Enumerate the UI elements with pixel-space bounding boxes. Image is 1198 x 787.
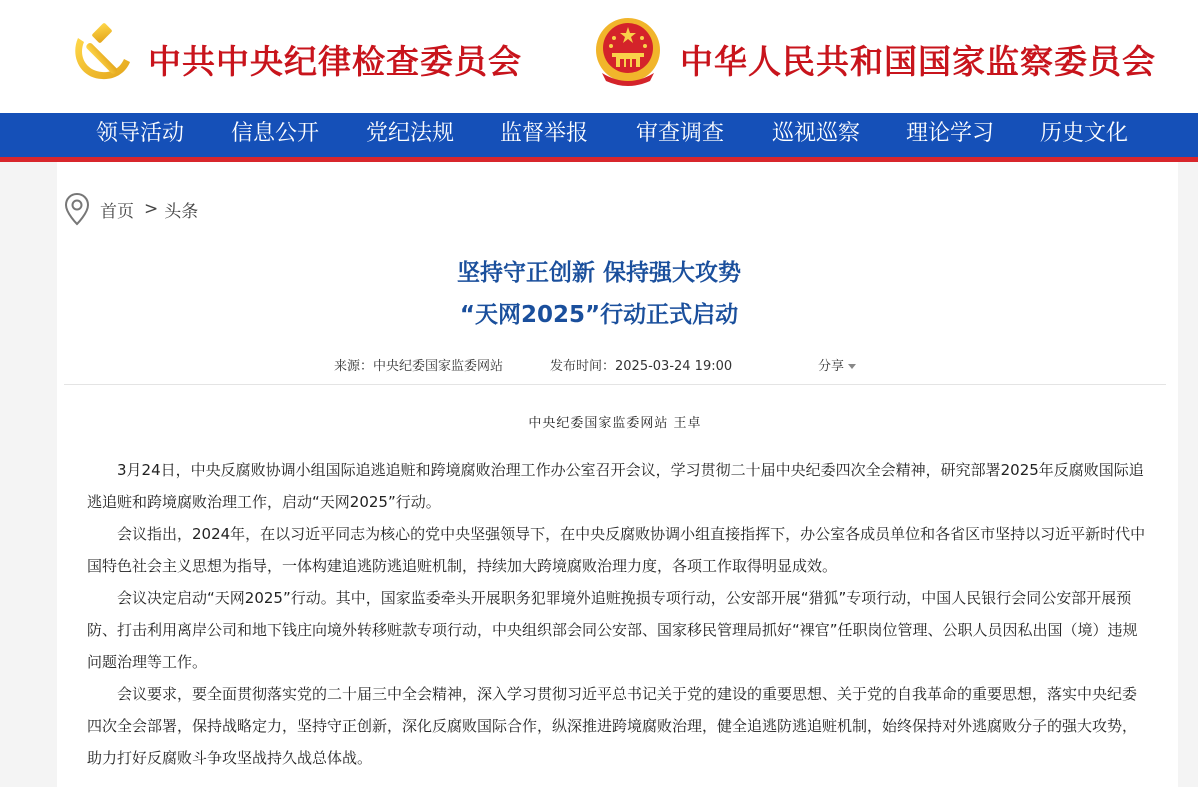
- party-emblem-icon: [66, 16, 136, 86]
- nav-item-investigation[interactable]: 审查调查: [636, 121, 725, 146]
- nav-item-history[interactable]: 历史文化: [1040, 121, 1129, 146]
- article-title-line2: “天网2025”行动正式启动: [459, 302, 739, 328]
- article-publish-time: 发布时间：2025-03-24 19:00: [550, 359, 733, 374]
- article-paragraph: 3月24日，中央反腐败协调小组国际追逃追赃和跨境腐败治理工作办公室召开会议，学习贯彻二十届中央纪委四次全会精神，研究部署2025年反腐败国际追逃追赃和跨境腐败治理工作，启动“天网2025”行动。: [87, 461, 1144, 511]
- article-source: 来源：中央纪委国家监委网站: [334, 359, 504, 374]
- breadcrumb: [64, 192, 198, 226]
- nav-item-leadership[interactable]: 领导活动: [96, 121, 185, 146]
- location-pin-icon: [64, 192, 90, 226]
- site-title-nsc: 中华人民共和国国家监察委员会: [680, 42, 1156, 81]
- main-nav: [0, 113, 1198, 162]
- nav-item-regulations[interactable]: 党纪法规: [366, 121, 455, 146]
- share-button[interactable]: [818, 355, 856, 374]
- article-paragraph: 会议要求，要全面贯彻落实党的二十届三中全会精神，深入学习贯彻习近平总书记关于党的建设的重要思想、关于党的自我革命的重要思想，落实中央纪委四次全会部署，保持战略定力，坚持守正创新，深化反腐败国际合作，纵深推进跨境腐败治理，健全追逃防逃追赃机制，始终保持对外逃腐败分子的强大攻势，助力打好反腐败斗争攻坚战持久战总体战。: [87, 685, 1138, 767]
- divider: [64, 384, 1166, 385]
- chevron-down-icon: [848, 364, 856, 369]
- nav-item-inspection[interactable]: 巡视巡察: [772, 121, 861, 146]
- article-title-line1: 坚持守正创新 保持强大攻势: [456, 260, 741, 286]
- site-title-ccdi: 中共中央纪律检查委员会: [148, 42, 522, 81]
- article-paragraph: 会议指出，2024年，在以习近平同志为核心的党中央坚强领导下，在中央反腐败协调小组直接指挥下，办公室各成员单位和各省区市坚持以习近平新时代中国特色社会主义思想为指导，一体构建追逃防逃追赃机制，持续加大跨境腐败治理力度，各项工作取得明显成效。: [87, 525, 1146, 575]
- nav-item-theory[interactable]: 理论学习: [906, 121, 995, 146]
- breadcrumb-separator: >: [144, 199, 159, 219]
- share-label: 分享: [818, 359, 845, 374]
- breadcrumb-home-link[interactable]: 首页: [100, 201, 134, 222]
- site-header: [0, 0, 1198, 113]
- article-byline: 中央纪委国家监委网站 王卓: [528, 416, 702, 431]
- breadcrumb-current[interactable]: 头条: [164, 201, 199, 222]
- article-paragraph: 会议决定启动“天网2025”行动。其中，国家监委牵头开展职务犯罪境外追赃挽损专项行动，公安部开展“猎狐”专项行动，中国人民银行会同公安部开展预防、打击利用离岸公司和地下钱庄向境外转移赃款专项行动，中央组织部会同公安部、国家移民管理局抓好“裸官”任职岗位管理、公职人员因私出国（境）违规问题治理等工作。: [87, 589, 1138, 671]
- article-body: [87, 454, 1149, 774]
- nav-item-report[interactable]: 监督举报: [500, 121, 589, 146]
- nav-item-disclosure[interactable]: 信息公开: [231, 121, 320, 146]
- national-emblem-icon: [592, 15, 664, 89]
